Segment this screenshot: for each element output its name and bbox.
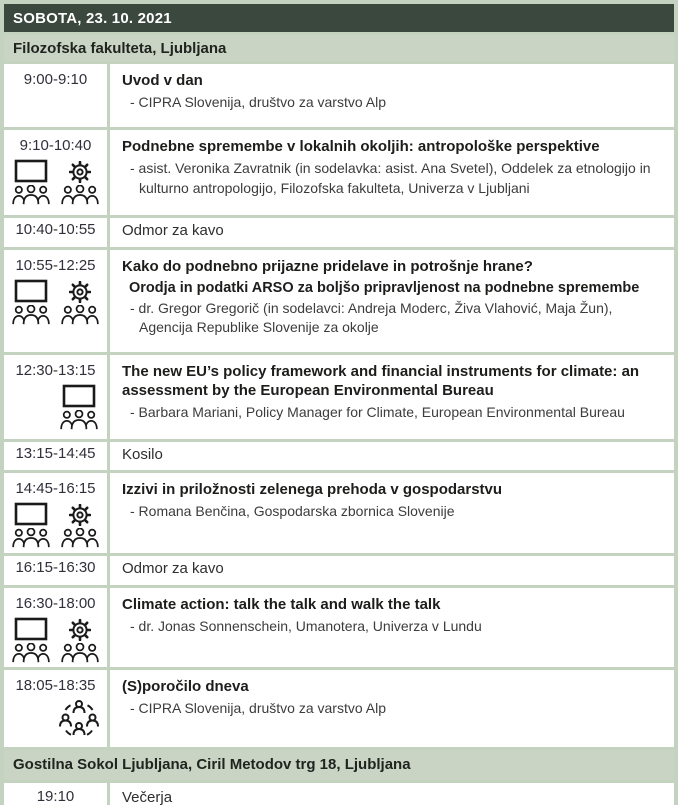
session-speaker: - Romana Benčina, Gospodarska zbornica Slovenije	[130, 503, 455, 520]
time-cell	[4, 442, 107, 471]
session-cell	[110, 473, 674, 553]
day-header	[4, 4, 674, 32]
break-label: Kosilo	[122, 445, 163, 463]
break-cell	[110, 442, 674, 471]
time-range: 12:30-13:15	[15, 361, 96, 379]
schedule-row	[4, 355, 674, 439]
venue-section-title: Filozofska fakulteta, Ljubljana	[13, 39, 227, 57]
session-cell	[110, 130, 674, 215]
time-cell	[4, 218, 107, 247]
time-cell	[4, 64, 107, 127]
time-cell	[4, 670, 107, 747]
time-range: 16:15-16:30	[15, 559, 96, 576]
time-cell	[4, 556, 107, 585]
session-format-icons	[59, 699, 99, 737]
session-cell	[110, 64, 674, 127]
break-cell	[110, 556, 674, 585]
workshop-icon	[60, 504, 100, 548]
time-range: 16:30-18:00	[15, 594, 96, 612]
session-cell	[110, 588, 674, 667]
workshop-icon	[60, 619, 100, 663]
time-cell	[4, 473, 107, 553]
session-format-icons	[11, 279, 100, 325]
break-label: Odmor za kavo	[122, 560, 224, 577]
session-format-icons	[11, 502, 100, 548]
break-cell	[110, 783, 674, 805]
schedule-row	[4, 473, 674, 553]
schedule-row	[4, 556, 674, 585]
session-speaker: - Barbara Mariani, Policy Manager for Climate, European Environmental Bureau	[130, 403, 625, 420]
session-speaker: - asist. Veronika Zavratnik (in sodelavka: asist. Ana Svetel), Oddelek za etnologijo in kulturno antropologijo, Filozofska fakulteta, Univerza v Ljubljani	[130, 160, 651, 196]
time-cell	[4, 250, 107, 352]
session-cell	[110, 355, 674, 439]
session-title: Izzivi in priložnosti zelenega prehoda v gospodarstvu	[122, 481, 503, 498]
schedule-row	[4, 588, 674, 667]
workshop-icon	[60, 161, 100, 205]
session-title: Kako do podnebno prijazne pridelave in potrošnje hrane?	[122, 257, 533, 275]
time-cell	[4, 355, 107, 439]
session-title: Climate action: talk the talk and walk the talk	[122, 595, 441, 613]
schedule-row	[4, 218, 674, 247]
time-range: 13:15-14:45	[15, 444, 96, 462]
session-speaker: - CIPRA Slovenija, društvo za varstvo Alp	[130, 699, 386, 716]
venue-section-title: Gostilna Sokol Ljubljana, Ciril Metodov trg 18, Ljubljana	[13, 756, 411, 773]
session-cell	[110, 250, 674, 352]
time-range: 9:00-9:10	[23, 71, 88, 88]
session-subtitle: Orodja in podatki ARSO za boljšo pripravljenost na podnebne spremembe	[129, 279, 640, 296]
session-speaker: - dr. Gregor Gregorič (in sodelavci: Andreja Moderc, Živa Vlahović, Maja Žun), Agencija Republike Slovenije za okolje	[130, 299, 613, 335]
session-format-icons	[59, 384, 99, 430]
session-title: The new EU’s policy framework and financial instruments for climate: an assessment by the European Environmental Bureau	[122, 362, 640, 399]
lecture-icon	[59, 384, 99, 430]
session-format-icons	[11, 617, 100, 663]
break-label: Večerja	[122, 788, 173, 805]
schedule-row	[4, 64, 674, 127]
time-range: 14:45-16:15	[15, 480, 96, 497]
schedule-row	[4, 783, 674, 805]
lecture-icon	[11, 159, 51, 205]
lecture-icon	[11, 279, 51, 325]
break-label: Odmor za kavo	[122, 222, 224, 239]
schedule-row	[4, 442, 674, 471]
venue-section-bar	[4, 750, 674, 780]
time-range: 18:05-18:35	[15, 676, 96, 694]
time-range: 9:10-10:40	[19, 137, 92, 154]
schedule-row	[4, 250, 674, 352]
session-title: Uvod v dan	[122, 72, 203, 89]
time-cell	[4, 783, 107, 805]
break-cell	[110, 218, 674, 247]
session-cell	[110, 670, 674, 747]
time-range: 10:40-10:55	[15, 221, 96, 238]
lecture-icon	[11, 502, 51, 548]
time-range: 19:10	[36, 787, 75, 805]
time-cell	[4, 588, 107, 667]
session-speaker: - CIPRA Slovenija, društvo za varstvo Alp	[130, 94, 386, 111]
session-title: (S)poročilo dneva	[122, 677, 249, 695]
venue-section-bar	[4, 35, 674, 61]
day-header-title: SOBOTA, 23. 10. 2021	[13, 9, 172, 27]
time-range: 10:55-12:25	[15, 256, 96, 274]
workshop-icon	[60, 281, 100, 325]
session-title: Podnebne spremembe v lokalnih okoljih: antropološke perspektive	[122, 138, 600, 155]
discussion-circle-icon	[59, 699, 99, 737]
session-speaker: - dr. Jonas Sonnenschein, Umanotera, Univerza v Lundu	[130, 617, 482, 634]
schedule-row	[4, 130, 674, 215]
schedule-row	[4, 670, 674, 747]
time-cell	[4, 130, 107, 215]
session-format-icons	[11, 159, 100, 205]
lecture-icon	[11, 617, 51, 663]
